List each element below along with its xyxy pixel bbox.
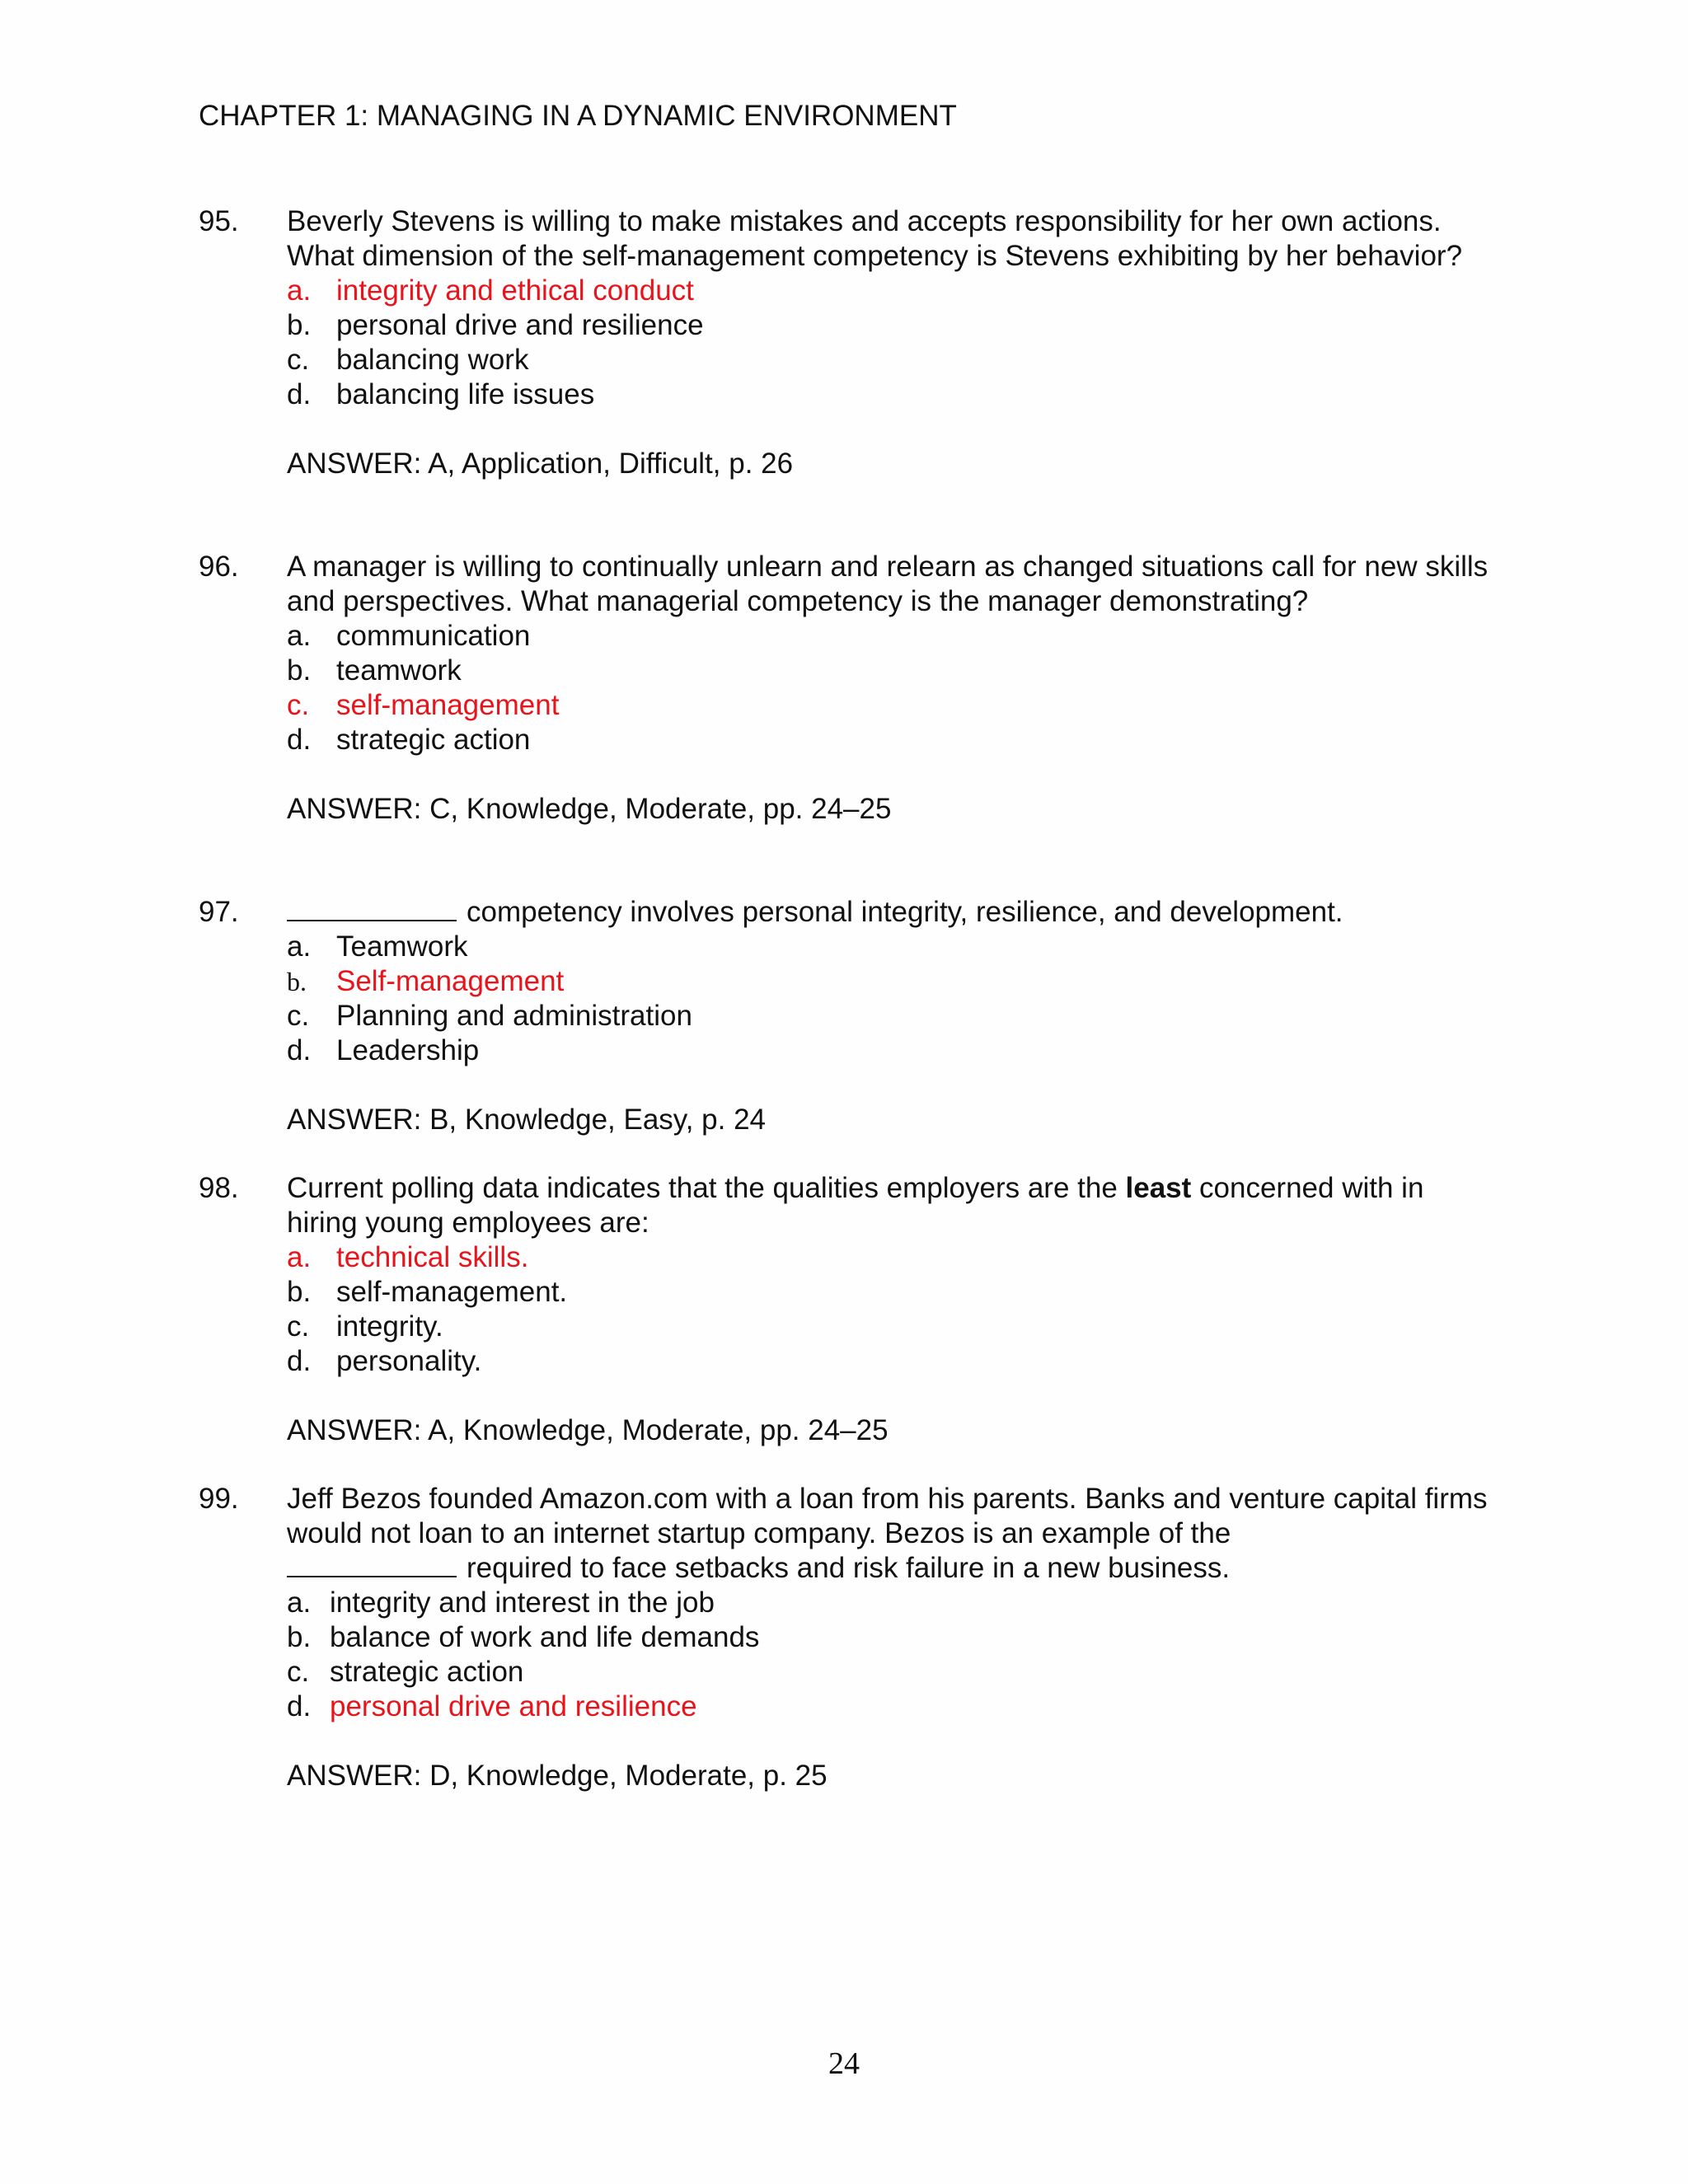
- option-b: b. personal drive and resilience: [287, 309, 704, 341]
- option-c: c. self-management: [287, 689, 560, 721]
- option-a: a. communication: [287, 620, 531, 652]
- option-text: Self-management: [336, 965, 565, 997]
- question-97: [199, 895, 1501, 1137]
- answer-line: ANSWER: A, Knowledge, Moderate, pp. 24–25: [287, 1414, 889, 1446]
- question-stem: competency involves personal integrity, resilience, and development.: [287, 895, 1501, 930]
- option-text: strategic action: [336, 724, 531, 756]
- option-text: communication: [336, 620, 531, 652]
- option-text: Leadership: [336, 1034, 480, 1066]
- option-d: d. personal drive and resilience: [287, 1690, 697, 1722]
- question-number: 99.: [199, 1483, 239, 1515]
- option-text: Planning and administration: [336, 1000, 692, 1032]
- option-text: self-management: [336, 689, 560, 721]
- option-b: b. Self-management: [287, 965, 565, 997]
- question-95: [199, 204, 1501, 481]
- option-text: personality.: [336, 1345, 482, 1377]
- option-text: balancing work: [336, 344, 529, 376]
- question-stem: Current polling data indicates that the qualities employers are the least concerned with in hiring young employees are:: [287, 1172, 1424, 1239]
- question-99: [199, 1482, 1501, 1793]
- option-b: b. self-management.: [287, 1276, 568, 1308]
- option-text: integrity.: [336, 1310, 443, 1343]
- option-text: balancing life issues: [336, 378, 595, 410]
- fill-in-blank: [287, 1551, 457, 1577]
- answer-line: ANSWER: B, Knowledge, Easy, p. 24: [287, 1104, 767, 1136]
- option-d: d. strategic action: [287, 724, 531, 756]
- option-a: a. integrity and ethical conduct: [287, 274, 694, 307]
- question-number: 97.: [199, 896, 239, 928]
- option-text: technical skills.: [336, 1241, 529, 1273]
- question-body: [287, 204, 1501, 481]
- question-96: [199, 550, 1501, 827]
- option-c: c. strategic action: [287, 1656, 524, 1688]
- question-stem: Beverly Stevens is willing to make mistakes and accepts responsibility for her own actions. What dimension of the self-management competency is Stevens exhibiting by her behavior?: [287, 205, 1463, 272]
- option-text: self-management.: [336, 1276, 568, 1308]
- question-number: 98.: [199, 1172, 239, 1204]
- chapter-header: CHAPTER 1: MANAGING IN A DYNAMIC ENVIRONMENT: [199, 100, 957, 132]
- option-text: teamwork: [336, 654, 462, 687]
- option-d: d. balancing life issues: [287, 378, 595, 410]
- option-b: b. balance of work and life demands: [287, 1621, 760, 1653]
- fill-in-blank: [287, 895, 457, 921]
- question-98: [199, 1171, 1501, 1448]
- option-c: c. balancing work: [287, 344, 529, 376]
- question-body: [287, 1171, 1501, 1448]
- answer-line: ANSWER: A, Application, Difficult, p. 26: [287, 448, 794, 480]
- option-a: a. Teamwork: [287, 930, 468, 963]
- page-number: 24: [828, 2046, 860, 2081]
- option-b: b. teamwork: [287, 654, 462, 687]
- question-number: 96.: [199, 551, 239, 583]
- question-body: [287, 895, 1501, 1137]
- option-a: a. technical skills.: [287, 1241, 529, 1273]
- option-text: personal drive and resilience: [336, 309, 704, 341]
- option-text: personal drive and resilience: [330, 1690, 697, 1722]
- option-d: d. Leadership: [287, 1034, 480, 1066]
- option-c: c. integrity.: [287, 1310, 443, 1343]
- option-text: integrity and ethical conduct: [336, 274, 694, 307]
- question-number: 95.: [199, 205, 239, 237]
- question-stem: Jeff Bezos founded Amazon.com with a loan from his parents. Banks and venture capital firms would not loan to an internet startup company. Bezos is an example of the required to face setbacks and risk failure in a new business.: [287, 1483, 1488, 1584]
- answer-line: ANSWER: C, Knowledge, Moderate, pp. 24–25: [287, 793, 892, 825]
- question-body: [287, 550, 1501, 827]
- option-text: balance of work and life demands: [330, 1621, 760, 1653]
- option-c: c. Planning and administration: [287, 1000, 692, 1032]
- question-body: [287, 1482, 1501, 1793]
- option-text: Teamwork: [336, 930, 468, 963]
- option-a: a. integrity and interest in the job: [287, 1586, 715, 1619]
- answer-line: ANSWER: D, Knowledge, Moderate, p. 25: [287, 1760, 828, 1792]
- option-d: d. personality.: [287, 1345, 482, 1377]
- option-text: integrity and interest in the job: [330, 1586, 715, 1619]
- question-stem: A manager is willing to continually unlearn and relearn as changed situations call for new skills and perspectives. What managerial competency is the manager demonstrating?: [287, 551, 1489, 617]
- option-text: strategic action: [330, 1656, 524, 1688]
- emphasis-least: least: [1125, 1172, 1192, 1204]
